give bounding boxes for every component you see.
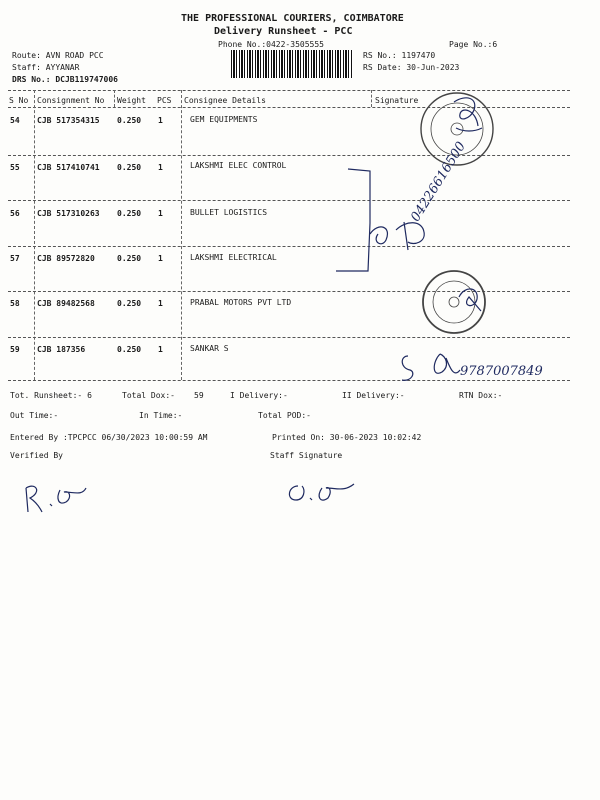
row-weight: 0.250 [117,299,142,308]
company-name: THE PROFESSIONAL COURIERS, COIMBATORE [181,13,404,24]
row-consignee: LAKSHMI ELEC CONTROL [190,161,287,170]
row-consignee: GEM EQUIPMENTS [190,115,258,124]
col-sep-2 [114,90,115,107]
verified-by-label: Verified By [10,451,63,460]
total-dox-value: 59 [194,391,204,400]
row-sno: 56 [10,209,20,218]
total-pod: Total POD:- [258,411,311,420]
drs-number: DRS No.: DCJB119747006 [12,75,118,84]
row-sno: 55 [10,163,20,172]
row-consignee: PRABAL MOTORS PVT LTD [190,298,292,307]
row-pcs: 1 [158,209,163,218]
handwritten-phone-note-2: 9787007849 [460,364,543,379]
row-consignment: CJB 89482568 [37,299,95,308]
row-consignee: SANKAR S [190,344,229,353]
col-sep-4 [371,90,372,107]
rtn-dox: RTN Dox:- [459,391,503,400]
row-pcs: 1 [158,299,163,308]
rs-date: RS Date: 30-Jun-2023 [363,63,460,72]
col-header-consignee: Consignee Details [184,96,266,105]
row-rule [8,337,570,338]
row-pcs: 1 [158,116,163,125]
signature-row-59 [396,348,466,386]
printed-on: Printed On: 30-06-2023 10:02:42 [272,433,422,442]
row-rule [8,200,570,201]
col-header-consignment: Consignment No [37,96,105,105]
row-consignee: LAKSHMI ELECTRICAL [190,253,277,262]
signature-row-58 [455,283,485,313]
staff-signature [282,478,362,508]
row-weight: 0.250 [117,209,142,218]
col-header-pcs: PCS [157,96,172,105]
signature-row-56 [368,212,438,254]
handwritten-phone-note-1: 04226616500 [408,139,470,225]
row-weight: 0.250 [117,163,142,172]
staff: Staff: AYYANAR [12,63,80,72]
verified-by-signature [20,478,90,518]
row-pcs: 1 [158,163,163,172]
row-consignment: CJB 89572820 [37,254,95,263]
rs-number: RS No.: 1197470 [363,51,436,60]
route: Route: AVN ROAD PCC [12,51,104,60]
col-header-signature: Signature [375,96,419,105]
row-consignment: CJB 517354315 [37,116,100,125]
total-runsheet: Tot. Runsheet:- 6 [10,391,92,400]
row-consignment: CJB 517310263 [37,209,100,218]
out-time: Out Time:- [10,411,59,420]
row-sno: 57 [10,254,20,263]
row-consignment: CJB 517410741 [37,163,100,172]
row-sno: 54 [10,116,20,125]
row-weight: 0.250 [117,345,142,354]
entered-by: Entered By :TPCPCC 06/30/2023 10:00:59 AM [10,433,208,442]
row-weight: 0.250 [117,116,142,125]
row-pcs: 1 [158,345,163,354]
phone-number: Phone No.:0422-3505555 [218,40,324,49]
i-delivery: I Delivery:- [230,391,288,400]
row-consignee: BULLET LOGISTICS [190,208,268,217]
in-time: In Time:- [139,411,183,420]
document-title: Delivery Runsheet - PCC [214,26,353,37]
row-rule [8,246,570,247]
row-weight: 0.250 [117,254,142,263]
row-sno: 59 [10,345,20,354]
table-bottom-rule [8,380,570,381]
col-header-weight: Weight [117,96,146,105]
ii-delivery: II Delivery:- [342,391,405,400]
col-header-sno: S No [9,96,29,105]
row-consignment: CJB 187356 [37,345,86,354]
row-pcs: 1 [158,254,163,263]
page-number: Page No.:6 [449,40,498,49]
barcode [231,50,353,78]
row-sno: 58 [10,299,20,308]
staff-signature-label: Staff Signature [270,451,343,460]
total-dox-label: Total Dox:- [122,391,175,400]
